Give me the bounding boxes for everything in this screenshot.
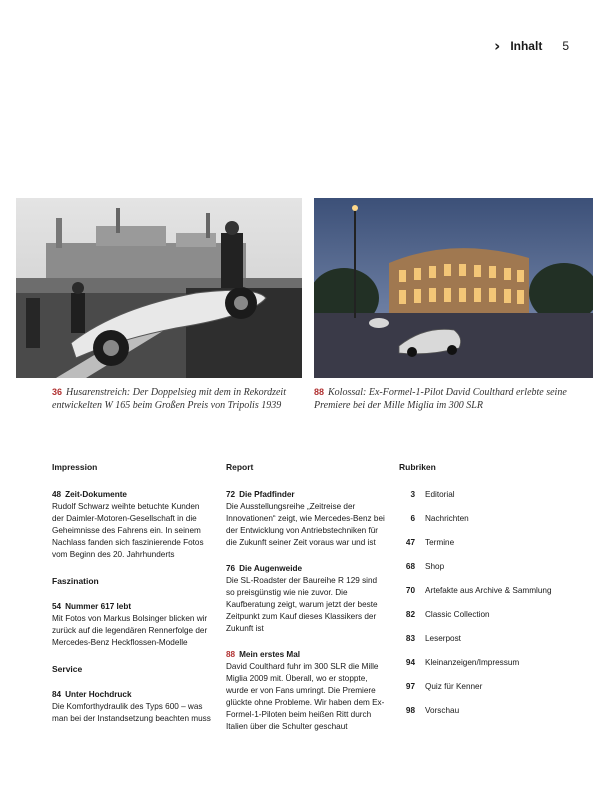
- caption-page-number: 36: [52, 387, 63, 397]
- article-page-number: 54: [52, 602, 62, 611]
- rubric-label: Nachrichten: [425, 514, 469, 523]
- rubric-page-number: 97: [405, 682, 415, 691]
- article-teaser: Rudolf Schwarz weihte betuchte Kunden der Daimler-Motoren-Gesellschaft in die Geheimnisse des Fahrens ein. In seinem Nachlass fanden sich faszinierende Fotos vom Beginn des 20. Jahrhunderts: [52, 502, 204, 559]
- article-teaser: Mit Fotos von Markus Bolsinger blicken wir zurück auf die legendären Rennerfolge der Mercedes-Benz Heckflossen-Modelle: [52, 614, 208, 647]
- article-title[interactable]: [52, 601, 212, 613]
- rubric-label: Quiz für Kenner: [425, 682, 483, 691]
- article-title-text: Nummer 617 lebt: [65, 602, 132, 611]
- article-title[interactable]: [52, 489, 212, 501]
- rubric-item[interactable]: [399, 585, 569, 597]
- column-heading: Rubriken: [399, 462, 436, 472]
- article-teaser: David Coulthard fuhr im 300 SLR die Mille Miglia 2009 mit. Überall, wo er stoppte, wurde er von Fans umringt. Die Premiere glückte ohne Probleme. Wir haben dem Ex-Formel-1-Piloten beim heißen Ritt durch Italien über die Schulter geschaut: [226, 662, 385, 731]
- rubric-label: Leserpost: [425, 634, 461, 643]
- photo-tripolis-race-car: [16, 198, 302, 378]
- article-title-text: Die Augenweide: [239, 564, 303, 573]
- article-title[interactable]: [226, 563, 386, 575]
- toc-column-rubriken: [399, 461, 569, 729]
- rubric-label: Artefakte aus Archive & Sammlung: [425, 586, 552, 595]
- rubric-item[interactable]: [399, 537, 569, 549]
- article-page-number: 48: [52, 490, 62, 499]
- article-page-number: 76: [226, 564, 236, 573]
- category-heading: Faszination: [52, 576, 99, 586]
- category-heading: Service: [52, 664, 83, 674]
- article-title-text: Zeit-Dokumente: [65, 490, 127, 499]
- article-page-number: 72: [226, 490, 236, 499]
- rubric-page-number: 47: [405, 538, 415, 547]
- column-heading: Report: [226, 462, 254, 472]
- photo-colosseum-300-slr: [314, 198, 593, 378]
- rubric-item[interactable]: [399, 513, 569, 525]
- rubric-page-number: 6: [410, 514, 415, 523]
- article-title[interactable]: [52, 689, 212, 701]
- article-title-text: Die Pfadfinder: [239, 490, 295, 499]
- rubric-item[interactable]: [399, 633, 569, 645]
- article-page-number: 84: [52, 690, 62, 699]
- caption-text: Kolossal: Ex-Formel-1-Pilot David Coulthard erlebte seine Premiere bei der Mille Miglia im 300 SLR: [314, 387, 567, 411]
- rubric-item[interactable]: [399, 609, 569, 621]
- rubric-page-number: 94: [405, 658, 415, 667]
- rubric-label: Classic Collection: [425, 610, 490, 619]
- rubric-page-number: 98: [405, 706, 415, 715]
- rubric-label: Editorial: [425, 490, 455, 499]
- photo-caption-1: [52, 386, 302, 412]
- article-title[interactable]: [226, 649, 386, 661]
- rubric-page-number: 82: [405, 610, 415, 619]
- rubric-label: Vorschau: [425, 706, 460, 715]
- page-number: 5: [562, 39, 569, 53]
- rubric-page-number: 68: [405, 562, 415, 571]
- rubric-item[interactable]: [399, 657, 569, 669]
- article-teaser: Die SL-Roadster der Baureihe R 129 sind so preisgünstig wie nie zuvor. Die Kaufberatung zeigt, warum jetzt der beste Zeitpunkt zum Kauf dieses Klassikers der Zukunft ist: [226, 576, 378, 633]
- caption-text: Husarenstreich: Der Doppelsieg mit dem in Rekordzeit entwickelten W 165 beim Großen Preis von Tripolis 1939: [52, 387, 286, 411]
- rubric-item[interactable]: [399, 561, 569, 573]
- article-title-text: Unter Hochdruck: [65, 690, 132, 699]
- rubric-label: Termine: [425, 538, 455, 547]
- rubric-label: Shop: [425, 562, 445, 571]
- page-header: [494, 37, 569, 55]
- article-title-text: Mein erstes Mal: [239, 650, 301, 659]
- rubric-page-number: 83: [405, 634, 415, 643]
- toc-column-report: [226, 461, 386, 747]
- rubric-item[interactable]: [399, 489, 569, 501]
- rubric-item[interactable]: [399, 705, 569, 717]
- section-title: Inhalt: [510, 39, 543, 53]
- article-title[interactable]: [226, 489, 386, 501]
- article-teaser: Die Ausstellungsreihe „Zeitreise der Innovationen“ zeigt, wie Mercedes-Benz bei der Entwicklung von Antriebstechniken für die Zukunft seiner Zeit voraus war und ist: [226, 502, 385, 547]
- rubric-label: Kleinanzeigen/Impressum: [425, 658, 520, 667]
- caption-page-number: 88: [314, 387, 325, 397]
- article-teaser: Die Komforthydraulik des Typs 600 – was man bei der Instandsetzung beachten muss: [52, 702, 211, 723]
- rubric-page-number: 70: [405, 586, 415, 595]
- rubric-item[interactable]: [399, 681, 569, 693]
- photo-caption-2: [314, 386, 594, 412]
- rubric-page-number: 3: [410, 490, 415, 499]
- column-heading: Impression: [52, 462, 98, 472]
- article-page-number: 88: [226, 650, 236, 659]
- chevron-right-icon: ›: [494, 37, 501, 55]
- toc-column-impression: [52, 461, 212, 739]
